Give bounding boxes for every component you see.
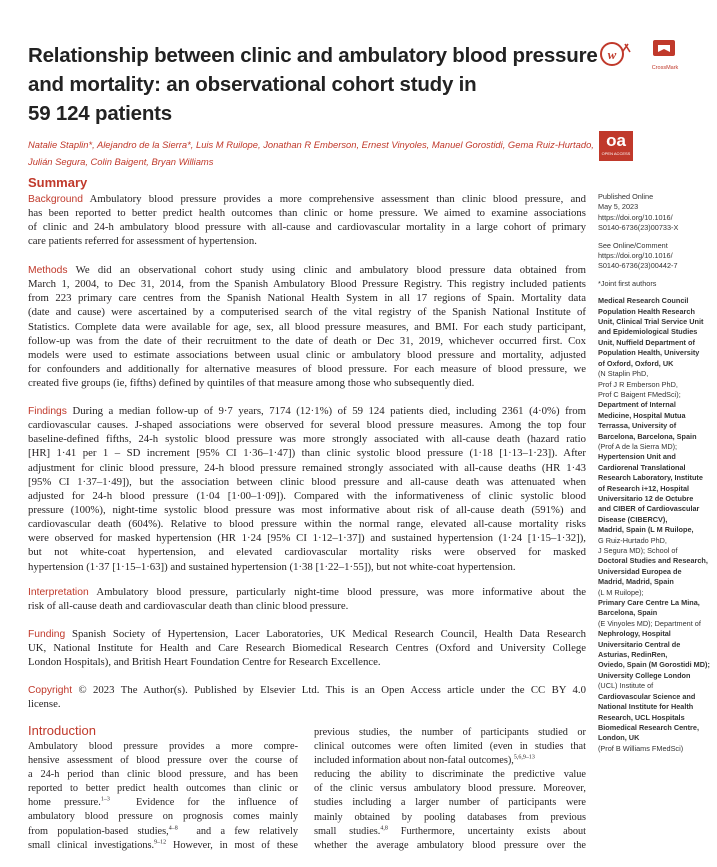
- affiliation-line: Population Health, University: [598, 348, 700, 358]
- affiliation-line: Asturias, RedinRen,: [598, 650, 668, 660]
- abstract-line: Ambulatory blood pressure, particularly night-time blood pressure, was more informative about the: [96, 586, 586, 598]
- citation[interactable]: 9–12: [154, 839, 167, 846]
- intro-line: clinical outcomes were often limited (even in studies that: [314, 741, 586, 753]
- abstract-line: license.: [28, 698, 61, 711]
- abstract-line: of clinic and 24-h ambulatory blood pressure with all-cause and cardiovascular mortality in a large cohort of primary: [28, 221, 586, 234]
- intro-text: included information about non-fatal outcomes),: [314, 755, 514, 767]
- affiliation-line: of Research i+12, Hospital: [598, 483, 690, 493]
- abstract-interpretation: [28, 585, 586, 613]
- author-list: [28, 136, 594, 170]
- affiliation-line: Prof J R Emberson PhD,: [598, 379, 678, 389]
- abstract-line: adjusted for 24-h blood pressure (1·04 [1·00–1·09]). Compared with the informativeness of clinic systolic blood: [28, 489, 586, 502]
- intro-left-column: [28, 740, 298, 853]
- intro-line: of the clinic versus ambulatory blood pressure. Moreover,: [314, 783, 586, 795]
- affiliation-line: Terrassa, University of: [598, 421, 677, 431]
- intro-text: small studies.: [314, 825, 381, 837]
- author-line: Natalie Staplin*, Alejandro de la Sierra*, Luis M Ruilope, Jonathan R Emberson, Ernest Vinyoles, Manuel Gorostidi, Gema Ruiz-Hurtado,: [28, 139, 594, 150]
- affiliation-line: Doctoral Studies and Research,: [598, 556, 708, 566]
- affiliation-line: (Prof B Williams FMedSci): [598, 743, 684, 753]
- affiliation-line: Research, UCL Hospitals: [598, 712, 685, 722]
- affiliations: [598, 296, 716, 754]
- methods-label: Methods: [28, 265, 68, 276]
- abstract-line: follow-up was from the date of their recruitment to the date of death or Dec 31, 2019, whichever occurred first. Cox: [28, 334, 586, 347]
- intro-text: Evidence for the influence of: [135, 797, 298, 809]
- abstract-line: cardiovascular death (604%). Relative to blood pressure within the normal range, elevated all-cause mortality risks: [28, 518, 586, 531]
- intro-line: reported to better predict health outcomes than clinic or: [28, 783, 298, 795]
- title-line: and mortality: an observational cohort study in: [28, 73, 477, 96]
- citation[interactable]: 5,6,9–13: [513, 754, 535, 761]
- affiliation-line: (UCL) Institute of: [598, 681, 654, 691]
- abstract-line: baseline-defined fifths, 24-h systolic blood pressure was more strongly associated with all-cause death (hazard ratio: [28, 433, 586, 446]
- affiliation-line: Madrid, Spain (L M Ruilope,: [598, 525, 694, 535]
- intro-text: Furthermore, uncertainty exists about: [400, 825, 587, 837]
- abstract-line: hypertension (1·37 [1·15–1·63]) and sustained hypertension (1·38 [1·22–1·55]), but not white-coat hypertension.: [28, 560, 516, 573]
- intro-line: a 24-h period than clinic blood pressure, and has been: [28, 769, 298, 781]
- crossmark-badge[interactable]: [645, 38, 685, 72]
- abstract-line: care patients referred for assessment of hypertension.: [28, 235, 257, 248]
- title-line: 59 124 patients: [28, 102, 172, 125]
- intro-text: small clinical investigations.: [28, 839, 155, 851]
- intro-text: from population-based studies,: [28, 825, 169, 837]
- abstract-line: pressure (100%), night-time systolic blood pressure was most informative about risk of all-cause death (591%) and: [28, 503, 586, 516]
- intro-line: Ambulatory blood pressure provides a more compre-: [28, 741, 298, 752]
- abstract-line: © 2023 The Author(s). Published by Elsevier Ltd. This is an Open Access article under the CC BY 4.0: [78, 684, 586, 696]
- abstract-line: created five groups (ie, fifths) defined by quintiles of that measure among those who subsequently died.: [28, 377, 475, 390]
- affiliation-line: Research Laboratory, Institute: [598, 473, 703, 483]
- abstract-line: [95% CI 1·37–1·49]), but the association between clinic blood pressure and all-cause death was attenuated when: [28, 475, 586, 488]
- open-access-badge: [599, 131, 633, 161]
- affiliation-line: Cardiovascular Science and: [598, 691, 696, 701]
- affiliation-line: (E Vinyoles MD); Department of: [598, 618, 701, 628]
- affiliation-line: Unit, Clinical Trial Service Unit: [598, 317, 704, 327]
- lancet-logo-icon: [599, 40, 635, 68]
- article-title: [28, 41, 598, 128]
- affiliation-line: Universitario Central de: [598, 639, 681, 649]
- citation[interactable]: 1–3: [100, 796, 110, 803]
- findings-label: Findings: [28, 406, 67, 417]
- abstract-line: We did an observational cohort study using clinic and ambulatory blood pressure data obtained from: [75, 264, 586, 276]
- abstract-findings: [28, 404, 586, 574]
- intro-text: and a few relatively: [196, 825, 298, 837]
- affiliation-line: Population Health Research: [598, 306, 695, 316]
- affiliation-line: Barcelona, Spain: [598, 608, 658, 618]
- abstract-line: adjustment for clinic blood pressure, 24-h blood pressure remained strongly associated with all-cause deaths (HR 1·43: [28, 461, 586, 474]
- abstract-line: but not white-coat hypertension, and elevated cardiovascular mortality risks were observed for masked: [28, 546, 586, 559]
- doi-link[interactable]: https://doi.org/10.1016/: [598, 212, 673, 222]
- intro-line: [28, 839, 298, 853]
- comment-doi-link[interactable]: S0140-6736(23)00442-7: [598, 261, 678, 271]
- intro-line: ambulatory blood pressure on prognosis comes mainly: [28, 811, 298, 823]
- affiliation-line: Nephrology, Hospital: [598, 629, 671, 639]
- crossmark-icon: [645, 38, 685, 62]
- affiliation-line: Hypertension Unit and: [598, 452, 676, 462]
- affiliation-line: Prof C Baigent FMedSci);: [598, 389, 681, 399]
- svg-text:w: w: [607, 47, 617, 62]
- abstract-line: During a median follow-up of 9·7 years, 7174 (12·1%) of 59 124 patients died, including 2361 (4·0%) from: [72, 405, 587, 417]
- affiliation-line: Department of Internal: [598, 400, 676, 410]
- abstract-line: models were used to estimate associations between usual clinic or ambulatory blood pressure and mortality, adjusted: [28, 348, 586, 361]
- see-online-label: See Online/Comment: [598, 240, 668, 250]
- affiliation-line: Medicine, Hospital Mutua: [598, 410, 686, 420]
- citation[interactable]: 4–8: [168, 825, 178, 832]
- intro-right-column: [314, 726, 586, 853]
- affiliation-line: G Ruiz-Hurtado PhD,: [598, 535, 667, 545]
- affiliation-line: Biomedical Research Centre,: [598, 722, 699, 732]
- side-notes: [598, 192, 716, 754]
- affiliation-line: and Epidemiological Studies: [598, 327, 698, 337]
- funding-label: Funding: [28, 629, 66, 640]
- abstract-line: [HR] 1·41 per 1 – SD increment [95% CI 1·36–1·47]) than clinic systolic blood pressure (1·18 [1·13–1·23]). After: [28, 447, 586, 460]
- intro-line: hensive assessment of blood pressure over the course of: [28, 755, 298, 767]
- affiliation-line: of Oxford, Oxford, UK: [598, 358, 674, 368]
- affiliation-line: Madrid, Madrid, Spain: [598, 577, 674, 587]
- abstract-line: Spanish Society of Hypertension, Lacer Laboratories, UK Medical Research Council, Health Data Research: [72, 628, 587, 640]
- intro-line: whether the average ambulatory blood pressure over the: [314, 839, 586, 851]
- abstract-line: Statistics. Complete data were available for age, sex, all blood pressure measures, and BMI. For each study participant,: [28, 320, 586, 333]
- intro-line: previous studies, the number of participants studied or: [314, 727, 586, 738]
- abstract-line: March 1, 2004, to Dec 31, 2014, from the Spanish Ambulatory Blood Pressure Registry. This registry included patients: [28, 278, 586, 291]
- affiliation-line: Disease (CIBERCV),: [598, 514, 668, 524]
- author-line: Julián Segura, Colin Baigent, Bryan Williams: [28, 156, 214, 167]
- abstract-methods: [28, 263, 586, 390]
- abstract-line: UK, National Institute for Health and Care Research Biomedical Research Centres (Oxford and University College: [28, 642, 586, 655]
- abstract-background: [28, 192, 586, 249]
- interpretation-label: Interpretation: [28, 587, 89, 598]
- lancet-logo: [599, 40, 635, 68]
- abstract-line: Ambulatory blood pressure provides a more comprehensive assessment than clinic blood pressure, and: [89, 193, 586, 205]
- oa-sublabel: OPEN ACCESS: [601, 151, 631, 156]
- abstract-line: (date and cause) were ascertained by a computerised search of the vital registry of the Spanish National Institute of: [28, 306, 586, 319]
- affiliation-line: Oviedo, Spain (M Gorostidi MD);: [598, 660, 710, 670]
- intro-line: mainly obtained by pooling databases from previous: [314, 811, 586, 823]
- affiliation-line: University College London: [598, 670, 691, 680]
- affiliation-line: Universidad Europea de: [598, 566, 682, 576]
- intro-line: studies including a larger number of participants were: [314, 797, 586, 809]
- intro-text: However, in most of these: [166, 839, 298, 851]
- crossmark-label: CrossMark: [651, 65, 679, 71]
- copyright-label: Copyright: [28, 685, 73, 696]
- intro-line: reducing the ability to discriminate the predictive value: [314, 769, 586, 781]
- abstract-copyright: [28, 683, 586, 711]
- abstract-line: risk of all-cause death and cardiovascular death than clinic blood pressure.: [28, 600, 349, 613]
- affiliation-line: (L M Ruilope);: [598, 587, 644, 597]
- abstract-line: from 223 primary care centres from the Spanish National Health System in all 17 regions of Spain. Mortality data: [28, 292, 586, 305]
- abstract-line: for confounders and additionally for alternative measures of blood pressure. For each measure of blood pressure, we: [28, 362, 586, 375]
- joint-authors-note: *Joint first authors: [598, 278, 657, 288]
- affiliation-line: National Institute for Health: [598, 702, 694, 712]
- title-line: Relationship between clinic and ambulatory blood pressure: [28, 44, 598, 67]
- doi-link[interactable]: S0140-6736(23)00733-X: [598, 223, 679, 233]
- background-label: Background: [28, 194, 83, 205]
- intro-line: [28, 796, 298, 810]
- summary-heading: Summary: [28, 175, 88, 190]
- affiliation-line: Cardiorenal Translational: [598, 462, 686, 472]
- comment-doi-link[interactable]: https://doi.org/10.1016/: [598, 251, 673, 261]
- affiliation-line: Unit, Nuffield Department of: [598, 337, 695, 347]
- affiliation-line: J Segura MD); School of: [598, 546, 678, 555]
- affiliation-line: London, UK: [598, 733, 640, 743]
- introduction-heading: Introduction: [28, 723, 96, 738]
- affiliation-line: (Prof A de la Sierra MD);: [598, 441, 678, 451]
- affiliation-line: Medical Research Council: [598, 296, 689, 306]
- abstract-funding: [28, 627, 586, 669]
- intro-line: [314, 754, 586, 768]
- abstract-line: London Hospitals), and British Heart Foundation Centre for Research Excellence.: [28, 656, 381, 669]
- published-label: Published Online: [598, 192, 654, 201]
- affiliation-line: Barcelona, Barcelona, Spain: [598, 431, 697, 441]
- abstract-line: has been reported to better predict health outcomes than clinic or home pressure. We aimed to examine associations: [28, 207, 586, 220]
- affiliation-line: Universitario 12 de Octubre: [598, 493, 694, 503]
- affiliation-line: Primary Care Centre La Mina,: [598, 598, 700, 608]
- citation[interactable]: 4,8: [380, 825, 388, 832]
- affiliation-line: and CIBER of Cardiovascular: [598, 504, 700, 514]
- affiliation-line: (N Staplin PhD,: [598, 369, 649, 379]
- intro-line: [314, 825, 586, 839]
- intro-text: home pressure.: [28, 797, 101, 809]
- abstract-line: were observed for masked hypertension (HR 1·24 [95% CI 1·12–1·37]) and sustained hypertension (1·24 [1·15–1·32]),: [28, 532, 586, 545]
- abstract-line: cardiovascular causes. J-shaped associations were observed for several blood pressure measures. Among the top four: [28, 419, 586, 432]
- published-date: May 5, 2023: [598, 202, 639, 212]
- oa-label: oa: [606, 131, 626, 150]
- intro-line: [28, 825, 298, 839]
